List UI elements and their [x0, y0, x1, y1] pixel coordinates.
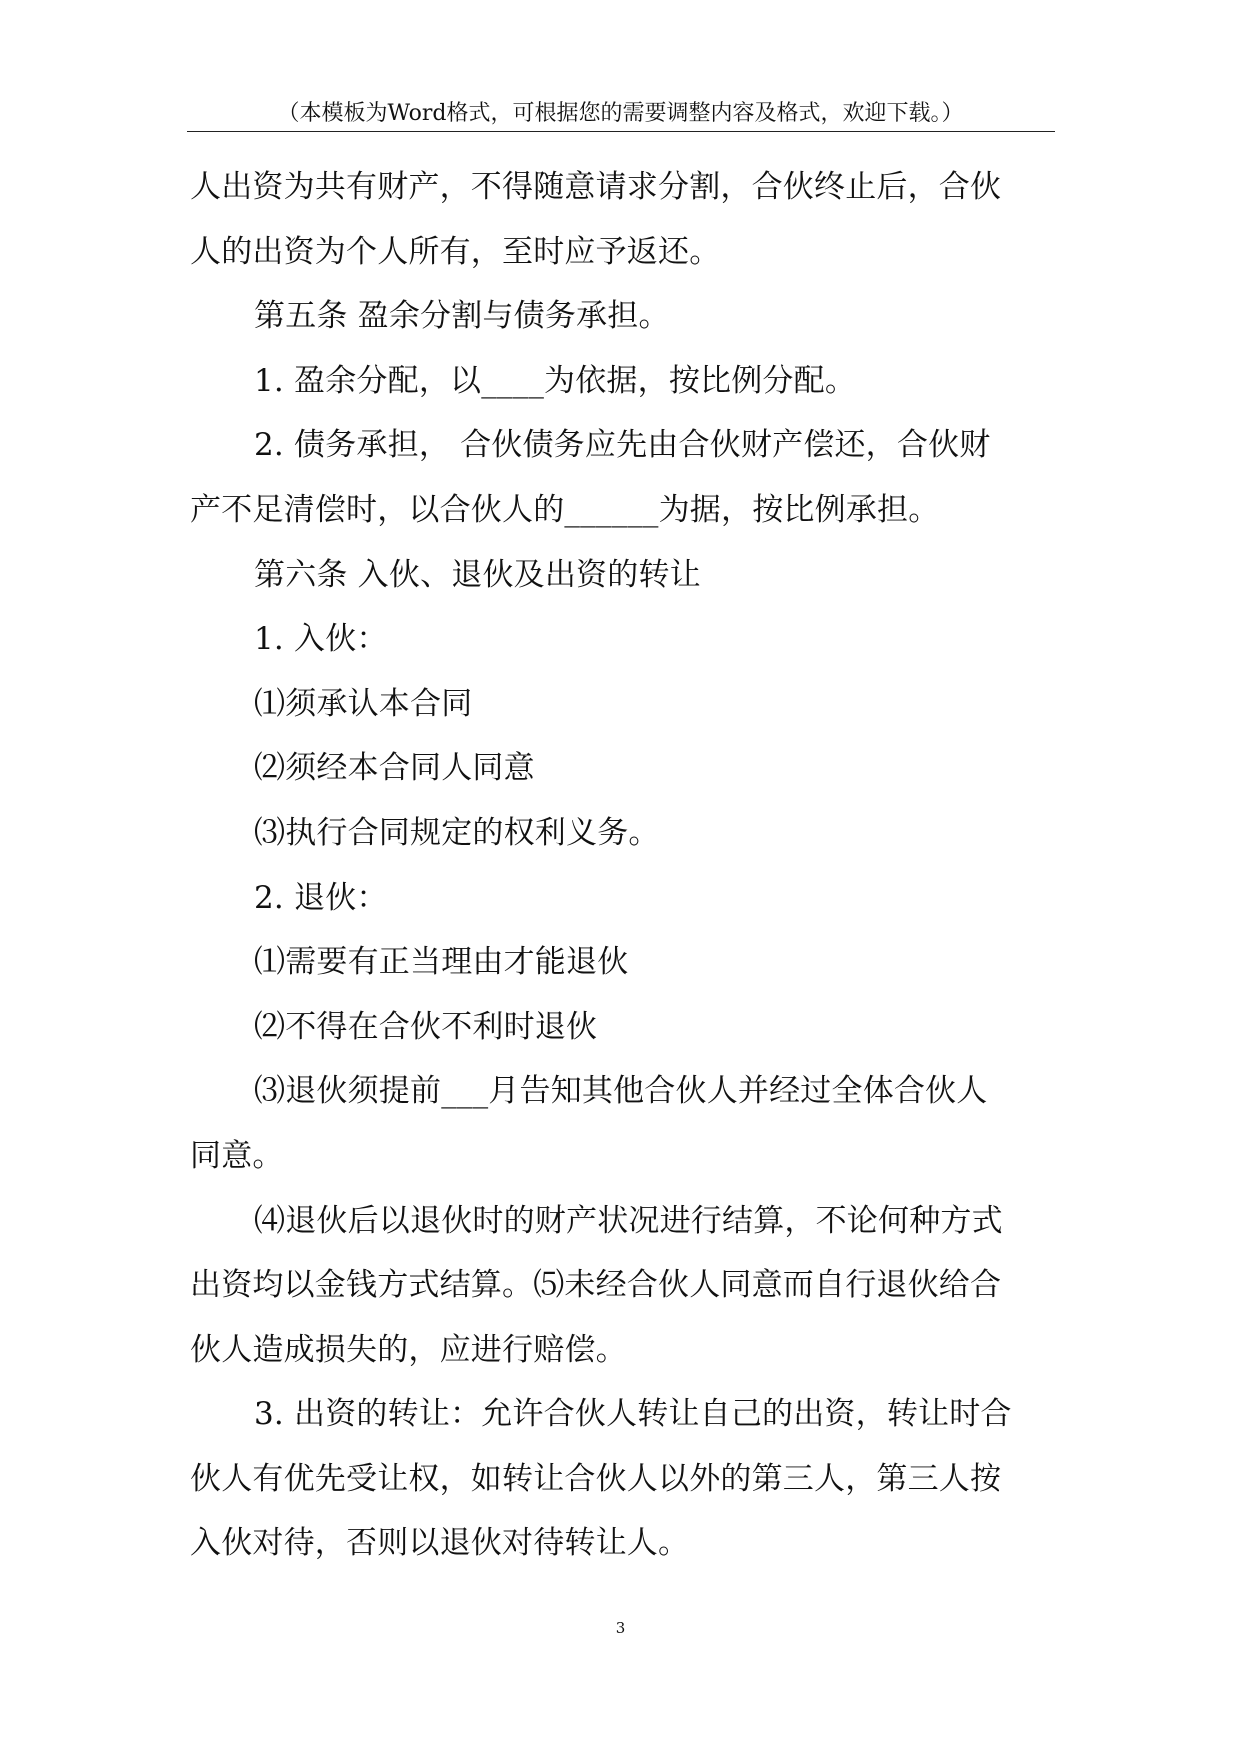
clause-line: 3. 出资的转让：允许合伙人转让自己的出资，转让时合: [254, 1396, 1012, 1433]
document-body: [190, 155, 1058, 1576]
paragraph-line: 出资均以金钱方式结算。⑸未经合伙人同意而自行退伙给合: [190, 1267, 1002, 1304]
clause-line: 2. 退伙：: [254, 879, 388, 916]
sub-clause-line: ⑵须经本合同人同意: [254, 750, 535, 787]
sub-clause-line: ⑴须承认本合同: [254, 685, 473, 722]
header-divider: [187, 131, 1055, 132]
paragraph-line: 伙人有优先受让权，如转让合伙人以外的第三人，第三人按: [190, 1460, 1002, 1497]
template-notice: （本模板为Word格式，可根据您的需要调整内容及格式，欢迎下载。）: [277, 101, 964, 126]
article-heading: 第六条 入伙、退伙及出资的转让: [254, 556, 701, 593]
clause-line: 1. 入伙：: [254, 621, 388, 658]
page-number: 3: [615, 1619, 626, 1637]
clause-line: 1. 盈余分配，以____为依据，按比例分配。: [254, 362, 857, 399]
sub-clause-line: ⑷退伙后以退伙时的财产状况进行结算，不论何种方式: [254, 1202, 1003, 1239]
paragraph-line: 人出资为共有财产，不得随意请求分割，合伙终止后，合伙: [190, 169, 1002, 205]
sub-clause-line: ⑴需要有正当理由才能退伙: [254, 944, 629, 981]
paragraph-line: 同意。: [190, 1137, 284, 1174]
sub-clause-line: ⑶退伙须提前___月告知其他合伙人并经过全体合伙人: [254, 1073, 988, 1110]
sub-clause-line: ⑵不得在合伙不利时退伙: [254, 1008, 598, 1045]
paragraph-line: 伙人造成损失的，应进行赔偿。: [190, 1331, 627, 1368]
paragraph-line: 产不足清偿时，以合伙人的______为据，按比例承担。: [190, 491, 940, 528]
paragraph-line: 人的出资为个人所有，至时应予返还。: [190, 233, 721, 270]
clause-line: 2. 债务承担， 合伙债务应先由合伙财产偿还，合伙财: [254, 427, 991, 464]
sub-clause-line: ⑶执行合同规定的权利义务。: [254, 814, 660, 851]
paragraph-line: 入伙对待，否则以退伙对待转让人。: [190, 1525, 690, 1562]
article-heading: 第五条 盈余分割与债务承担。: [254, 298, 670, 335]
